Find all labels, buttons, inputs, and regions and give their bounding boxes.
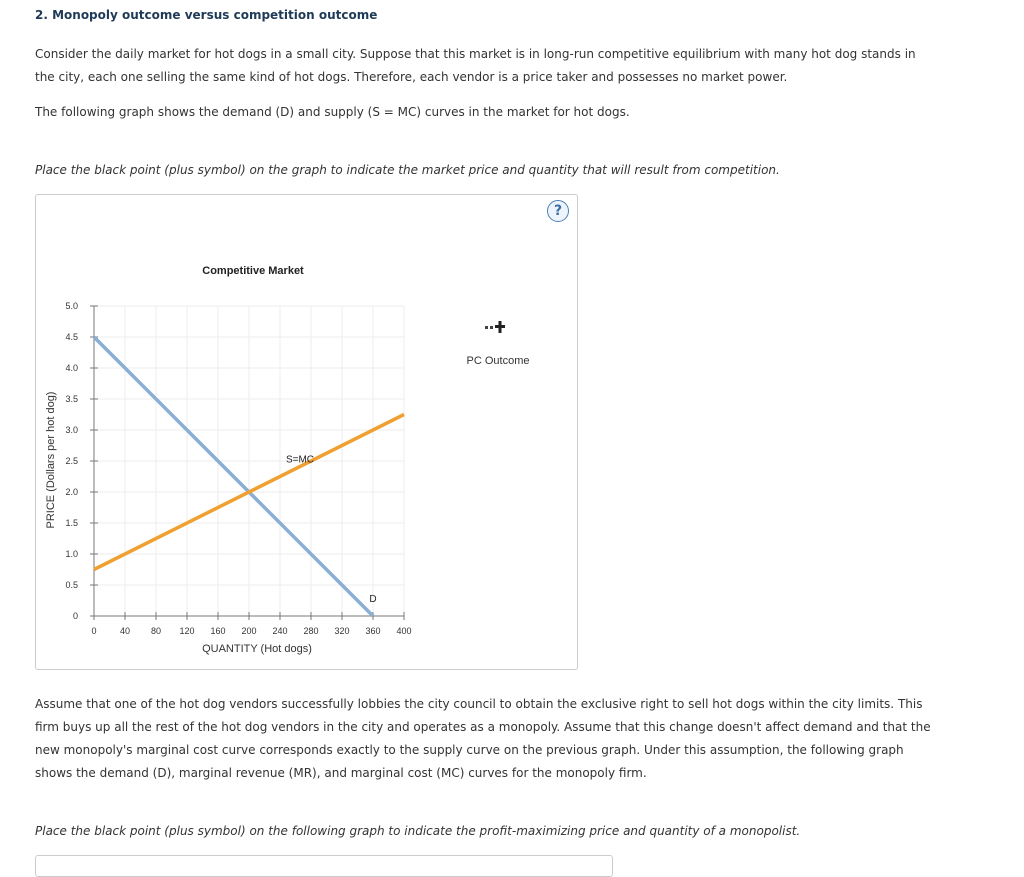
y-tick-label: 5.0 — [65, 301, 78, 311]
y-axis-label: PRICE (Dollars per hot dog) — [45, 391, 57, 529]
x-tick-label: 0 — [91, 626, 97, 636]
monopoly-graph-panel — [35, 855, 613, 877]
grid-lines — [94, 306, 404, 616]
help-button[interactable]: ? — [547, 200, 569, 222]
instruction-competitive: Place the black point (plus symbol) on the graph to indicate the market price and quantity that will result from competition. — [35, 163, 780, 177]
x-tick-label: 80 — [150, 626, 162, 636]
series-line-d — [94, 337, 373, 616]
x-tick-label: 280 — [303, 626, 319, 636]
black-plus-icon[interactable] — [495, 321, 505, 333]
y-tick-label: 0.5 — [65, 580, 78, 590]
chart-title: Competitive Market — [202, 265, 304, 277]
y-tick-label: 2.0 — [65, 487, 78, 497]
intro-paragraph: Consider the daily market for hot dogs in a small city. Suppose that this market is in long-run competitive equilibrium with many hot dog stands in the city, each one selling the same kind of hot dogs. Therefore, each vendor is a price taker and possesses no market power. — [35, 47, 916, 84]
y-tick-label: 4.5 — [65, 332, 78, 342]
y-tick-label: 3.5 — [65, 394, 78, 404]
x-tick-label: 40 — [119, 626, 131, 636]
y-tick-label: 0 — [72, 611, 78, 621]
x-axis-label: QUANTITY (Hot dogs) — [202, 643, 312, 655]
x-tick-label: 320 — [334, 626, 350, 636]
pc-outcome-tool[interactable] — [467, 321, 530, 367]
x-tick-label: 200 — [241, 626, 257, 636]
tool-dots-icon-2 — [490, 326, 493, 329]
y-tick-label: 2.5 — [65, 456, 78, 466]
series-label-s-mc: S=MC — [285, 454, 315, 466]
series-labels — [286, 455, 377, 606]
y-tick-label: 3.0 — [65, 425, 78, 435]
y-tick-label: 4.0 — [65, 363, 78, 373]
instruction-monopoly: Place the black point (plus symbol) on the following graph to indicate the profit-maximizing price and quantity of a monopolist. — [35, 824, 801, 838]
question-title: 2. Monopoly outcome versus competition outcome — [35, 8, 378, 22]
x-tick-label: 240 — [272, 626, 288, 636]
pc-outcome-label: PC Outcome — [466, 355, 530, 367]
monopoly-paragraph: Assume that one of the hot dog vendors successfully lobbies the city council to obtain the exclusive right to sell hot dogs within the city limits. This firm buys up all the rest of the hot dog vendors in the city and operates as a monopoly. Assume that this change doesn't affect demand and that the new monopoly's marginal cost curve corresponds exactly to the supply curve on the previous graph. Under this assumption, the following graph shows the demand (D), marginal revenue (MR), and marginal cost (MC) curves for the monopoly firm. — [35, 697, 931, 780]
tool-dots-icon — [485, 326, 488, 329]
graph-panel — [35, 194, 578, 670]
series-label-d: D — [369, 594, 377, 605]
graph-intro-paragraph: The following graph shows the demand (D) and supply (S = MC) curves in the market for hot dogs. — [35, 105, 630, 119]
x-tick-label: 160 — [210, 626, 226, 636]
y-tick-label: 1.5 — [65, 518, 78, 528]
x-tick-label: 120 — [179, 626, 195, 636]
x-tick-label: 360 — [365, 626, 381, 636]
y-tick-labels — [65, 301, 98, 621]
y-tick-label: 1.0 — [65, 549, 78, 559]
x-tick-label: 400 — [396, 626, 412, 636]
competitive-market-graph[interactable] — [36, 195, 577, 669]
